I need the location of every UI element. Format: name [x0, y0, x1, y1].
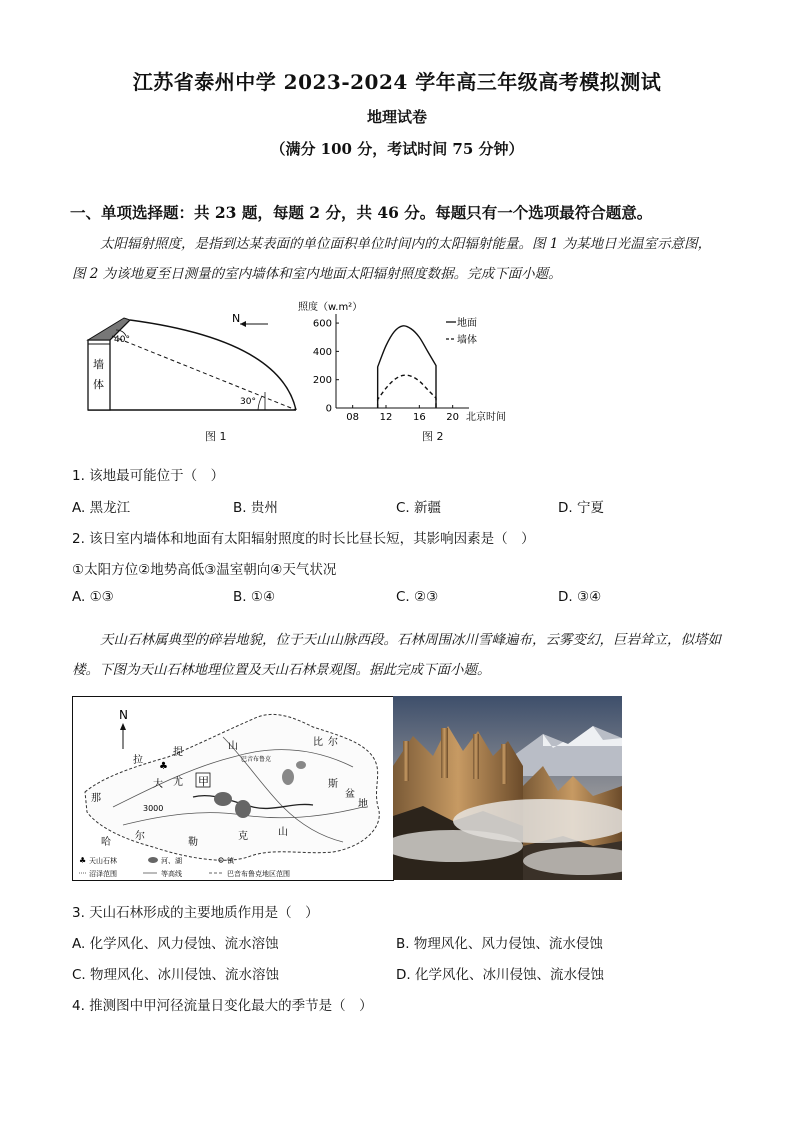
q3-option-d[interactable]: D. 化学风化、冰川侵蚀、流水侵蚀 — [396, 967, 604, 983]
question-3-stem: 3. 天山石林形成的主要地质作用是（ ） — [72, 905, 319, 921]
x-tick-label-3: 20 — [446, 412, 460, 423]
chart-ylabel: 照度（w.m²） — [298, 302, 363, 313]
q2-option-c[interactable]: C. ②③ — [396, 589, 439, 605]
legend-ground: 地面 — [457, 318, 477, 329]
q1-option-d[interactable]: D. 宁夏 — [558, 500, 604, 516]
map-north-label: N — [119, 708, 128, 722]
greenhouse-film — [130, 320, 296, 410]
exam-subject: 地理试卷 — [366, 108, 427, 126]
north-arrow-icon — [240, 321, 246, 327]
lake-3 — [282, 769, 294, 785]
x-tick-label-2: 16 — [412, 412, 426, 423]
north-label: N — [232, 312, 241, 325]
figure-2-chart — [296, 298, 526, 428]
legend-town: 镇 — [227, 857, 234, 865]
q2-option-d[interactable]: D. ③④ — [558, 589, 602, 605]
q3-option-a[interactable]: A. 化学风化、风力侵蚀、流水溶蚀 — [72, 936, 279, 952]
q2-option-a[interactable]: A. ①③ — [72, 589, 114, 605]
question-4-stem: 4. 推测图中甲河径流量日变化最大的季节是（ ） — [72, 998, 373, 1014]
lake-1 — [214, 792, 232, 806]
map-label-la: 拉 — [133, 755, 143, 766]
lake-4 — [296, 761, 306, 769]
figure-1-greenhouse — [80, 300, 305, 445]
score-info: （满分 100 分，考试时间 75 分钟） — [270, 140, 524, 158]
q3-option-c[interactable]: C. 物理风化、冰川侵蚀、流水溶蚀 — [72, 967, 280, 983]
map-label-shan: 山 — [228, 741, 238, 752]
map-svg — [73, 697, 393, 880]
photo-svg — [393, 696, 622, 880]
map-label-bayinbuluke: 巴音布鲁克 — [241, 756, 272, 763]
map-label-ke: 克 — [238, 831, 248, 842]
question-2-factors: ①太阳方位②地势高低③温室朝向④天气状况 — [72, 562, 337, 578]
stone-forest-icon: ♣ — [159, 761, 168, 772]
passage-1: 太阳辐射照度，是指到达某表面的单位面积单位时间内的太阳辐射能量。图 1 为某地日光温室示意图，图 2 为该地夏至日测量的室内墙体和室内地面太阳辐射照度数据。完成下面小题。 — [72, 236, 712, 282]
y-tick-label-0: 0 — [325, 403, 332, 415]
map-label-di: 地 — [358, 799, 368, 810]
legend-marsh: 沼泽范围 — [89, 870, 117, 878]
map-label-na: 那 — [91, 793, 101, 804]
section-heading: 一、单项选择题：共 23 题，每题 2 分，共 46 分。每题只有一个选项最符合题意。 — [70, 203, 653, 222]
q1-option-a[interactable]: A. 黑龙江 — [72, 500, 131, 516]
q2-option-b[interactable]: B. ①④ — [233, 589, 276, 605]
legend-stone-forest-icon: ♣ — [79, 856, 87, 865]
q1-option-b[interactable]: B. 贵州 — [233, 500, 278, 516]
figure-1-caption: 图 1 — [205, 430, 227, 443]
map-label-jia: 甲 — [198, 775, 209, 788]
legend-contour: 等高线 — [161, 870, 182, 878]
legend-region: 巴音布鲁克地区范围 — [227, 870, 290, 878]
chart-xlabel: 北京时间 — [466, 412, 506, 423]
map-panel — [72, 696, 394, 881]
map-label-3000: 3000 — [143, 804, 164, 813]
series-line-ground — [378, 326, 436, 408]
q3-option-b[interactable]: B. 物理风化、风力侵蚀、流水侵蚀 — [396, 936, 603, 952]
lake-2 — [235, 800, 251, 818]
series-line-wall — [378, 375, 436, 408]
angle-roof-label: 40° — [114, 335, 130, 345]
map-label-ti: 提 — [173, 747, 183, 758]
angle-ground-label: 30° — [240, 397, 256, 407]
y-tick-label-2: 400 — [312, 346, 332, 358]
sun-ray — [112, 336, 296, 410]
map-label-er: 尔 — [328, 737, 338, 748]
question-2-stem: 2. 该日室内墙体和地面有太阳辐射照度的时长比昼长短，其影响因素是（ ） — [72, 531, 535, 547]
map-label-you: 尤 — [173, 777, 183, 788]
exam-title: 江苏省泰州中学 2023-2024 学年高三年级高考模拟测试 — [132, 70, 662, 94]
map-label-da: 大 — [153, 779, 163, 790]
map-label-er2: 尔 — [135, 831, 145, 842]
stone-forest-photo — [393, 696, 622, 880]
map-north-arrow-icon — [120, 723, 126, 730]
x-tick-label-0: 08 — [346, 412, 360, 423]
legend-river-lake: 河、湖 — [161, 857, 182, 865]
y-tick-label-1: 200 — [312, 375, 332, 387]
legend-stone-forest: 天山石林 — [89, 857, 117, 865]
wall — [88, 340, 110, 410]
map-label-shan2: 山 — [278, 827, 288, 838]
question-1-stem: 1. 该地最可能位于（ ） — [72, 468, 225, 484]
wall-label-2: 体 — [93, 378, 104, 391]
map-label-pen: 盆 — [345, 789, 355, 800]
map-label-le: 勒 — [188, 837, 198, 848]
map-label-ha: 哈 — [101, 837, 111, 848]
legend-wall: 墙体 — [457, 335, 477, 346]
y-tick-label-3: 600 — [312, 318, 332, 330]
q1-option-c[interactable]: C. 新疆 — [396, 500, 442, 516]
figure-2-caption: 图 2 — [422, 430, 444, 443]
map-label-si: 斯 — [328, 779, 338, 790]
x-tick-label-1: 12 — [379, 412, 393, 423]
wall-label-1: 墙 — [93, 358, 104, 371]
map-label-bi: 比 — [313, 737, 323, 748]
passage-2: 天山石林属典型的碎岩地貌，位于天山山脉西段。石林周围冰川雪峰遍布，云雾变幻，巨岩耸立，似塔如楼。下图为天山石林地理位置及天山石林景观图。据此完成下面小题。 — [72, 632, 721, 678]
